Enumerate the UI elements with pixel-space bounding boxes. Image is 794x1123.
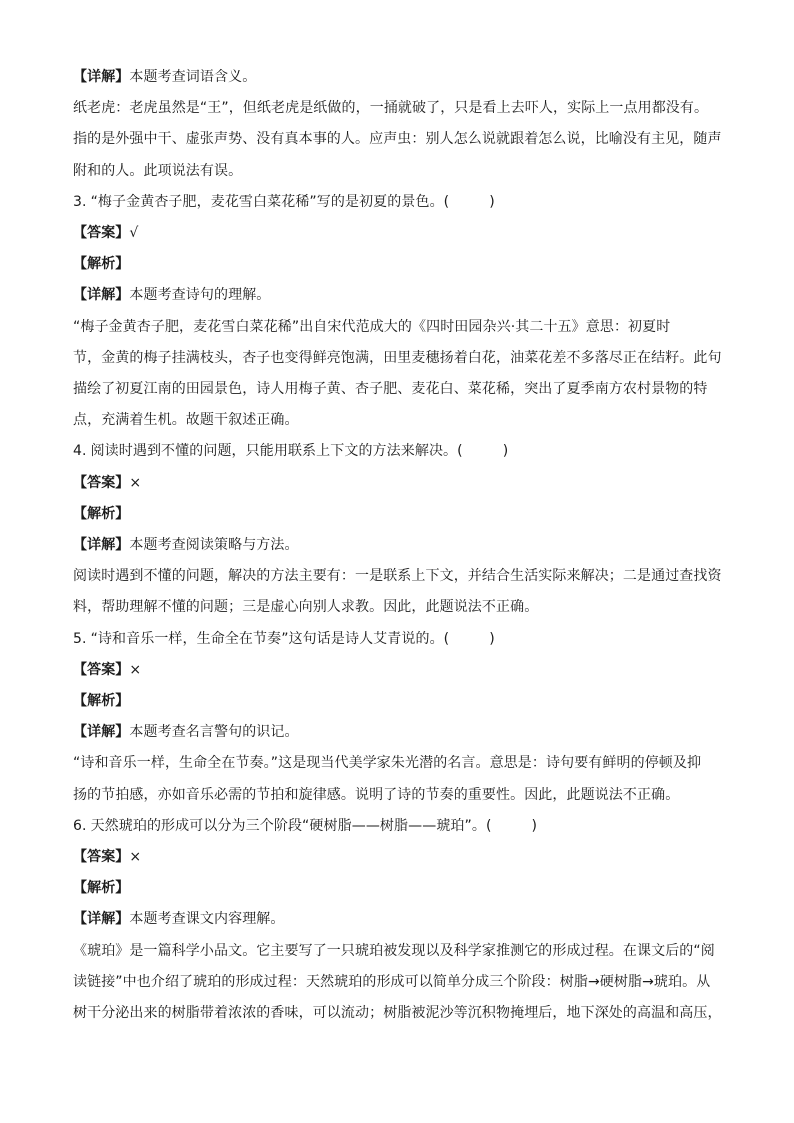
detail-text: 本题考查名言警句的识记。	[129, 724, 299, 741]
paragraph-line: “梅子金黄杏子肥，麦花雪白菜花稀”出自宋代范成大的《四时田园杂兴·其二十五》意思：初夏时	[73, 318, 671, 335]
answer-tag: 【答案】	[73, 474, 130, 491]
detail-line	[73, 530, 723, 561]
paragraph-line: 指的是外强中干、虚张声势、没有真本事的人。应声虫：别人怎么说就跟着怎么说，比喻没有主见，随声	[73, 131, 722, 148]
paragraph-line: 扬的节拍感，亦如音乐必需的节拍和旋律感。说明了诗的节奏的重要性。因此，此题说法不正确。	[73, 786, 680, 803]
analysis-line	[73, 499, 723, 530]
answer-mark: ×	[129, 474, 142, 491]
paragraph-line: 附和的人。此项说法有误。	[73, 162, 243, 179]
question-text: 阅读时遇到不懂的问题，只能用联系上下文的方法来解决。(	[90, 443, 463, 460]
question-close-paren: )	[489, 630, 495, 647]
answer-line	[73, 218, 723, 249]
question-text: “诗和音乐一样，生命全在节奏”这句话是诗人艾青说的。(	[90, 630, 450, 647]
analysis-tag: 【解析】	[73, 880, 130, 897]
detail-line	[73, 717, 723, 748]
answer-mark: ×	[129, 849, 142, 866]
detail-tag: 【详解】	[73, 537, 130, 554]
question-line	[73, 811, 723, 842]
detail-tag: 【详解】	[73, 287, 130, 304]
document-page	[73, 62, 723, 1029]
question-close-paren: )	[489, 193, 495, 210]
question-number: 5.	[73, 630, 87, 647]
question-text: 天然琥珀的形成可以分为三个阶段“硬树脂——树脂——琥珀”。(	[90, 817, 492, 834]
analysis-line	[73, 686, 723, 717]
analysis-tag: 【解析】	[73, 693, 130, 710]
paragraph-line: 《琥珀》是一篇科学小品文。它主要写了一只琥珀被发现以及科学家推测它的形成过程。在课文后的“阅	[73, 942, 715, 959]
question-line	[73, 624, 723, 655]
detail-tag: 【详解】	[73, 69, 130, 85]
detail-text: 本题考查词语含义。	[129, 69, 257, 85]
question-line	[73, 187, 723, 218]
detail-line	[73, 62, 723, 93]
detail-tag: 【详解】	[73, 724, 130, 741]
paragraph-line: “诗和音乐一样，生命全在节奏。”这是现当代美学家朱光潜的名言。意思是：诗句要有鲜明的停顿及抑	[73, 755, 702, 772]
answer-tag: 【答案】	[73, 849, 130, 866]
detail-tag: 【详解】	[73, 911, 130, 928]
paragraph-line: 料，帮助理解不懂的问题；三是虚心向别人求教。因此，此题说法不正确。	[73, 599, 539, 616]
answer-line	[73, 655, 723, 686]
detail-text: 本题考查诗句的理解。	[129, 287, 271, 304]
detail-text: 本题考查课文内容理解。	[129, 911, 285, 928]
analysis-line	[73, 249, 723, 280]
detail-line	[73, 904, 723, 935]
answer-mark: √	[129, 225, 139, 242]
paragraph-line: 点，充满着生机。故题干叙述正确。	[73, 412, 299, 429]
answer-mark: ×	[129, 661, 142, 678]
question-number: 6.	[73, 817, 87, 834]
answer-tag: 【答案】	[73, 661, 130, 678]
detail-line	[73, 280, 723, 311]
question-text: “梅子金黄杏子肥，麦花雪白菜花稀”写的是初夏的景色。(	[90, 193, 450, 210]
detail-text: 本题考查阅读策略与方法。	[129, 537, 299, 554]
analysis-tag: 【解析】	[73, 505, 130, 522]
answer-tag: 【答案】	[73, 225, 130, 242]
paragraph-line: 纸老虎：老虎虽然是“王”，但纸老虎是纸做的，一捅就破了，只是看上去吓人，实际上一点用都没有。	[73, 100, 709, 117]
paragraph-line: 树干分泌出来的树脂带着浓浓的香味，可以流动；树脂被泥沙等沉积物掩埋后，地下深处的高温和高压，	[73, 1005, 722, 1022]
paragraph-line: 阅读时遇到不懂的问题，解决的方法主要有：一是联系上下文，并结合生活实际来解决；二是通过查找资	[73, 568, 722, 585]
question-number: 4.	[73, 443, 87, 460]
question-close-paren: )	[502, 443, 509, 460]
analysis-tag: 【解析】	[73, 256, 130, 273]
analysis-line	[73, 873, 723, 904]
paragraph-line: 描绘了初夏江南的田园景色，诗人用梅子黄、杏子肥、麦花白、菜花稀，突出了夏季南方农村景物的特	[73, 381, 708, 398]
answer-line	[73, 842, 723, 873]
question-line	[73, 436, 723, 467]
question-number: 3.	[73, 193, 87, 210]
answer-line	[73, 468, 723, 499]
question-close-paren: )	[531, 817, 538, 834]
paragraph-line: 读链接”中也介绍了琥珀的形成过程：天然琥珀的形成可以简单分成三个阶段：树脂→硬树脂→琥珀。从	[73, 973, 711, 990]
paragraph-line: 节，金黄的梅子挂满枝头，杏子也变得鲜亮饱满，田里麦穗扬着白花，油菜花差不多落尽正在结籽。此句	[73, 349, 722, 366]
